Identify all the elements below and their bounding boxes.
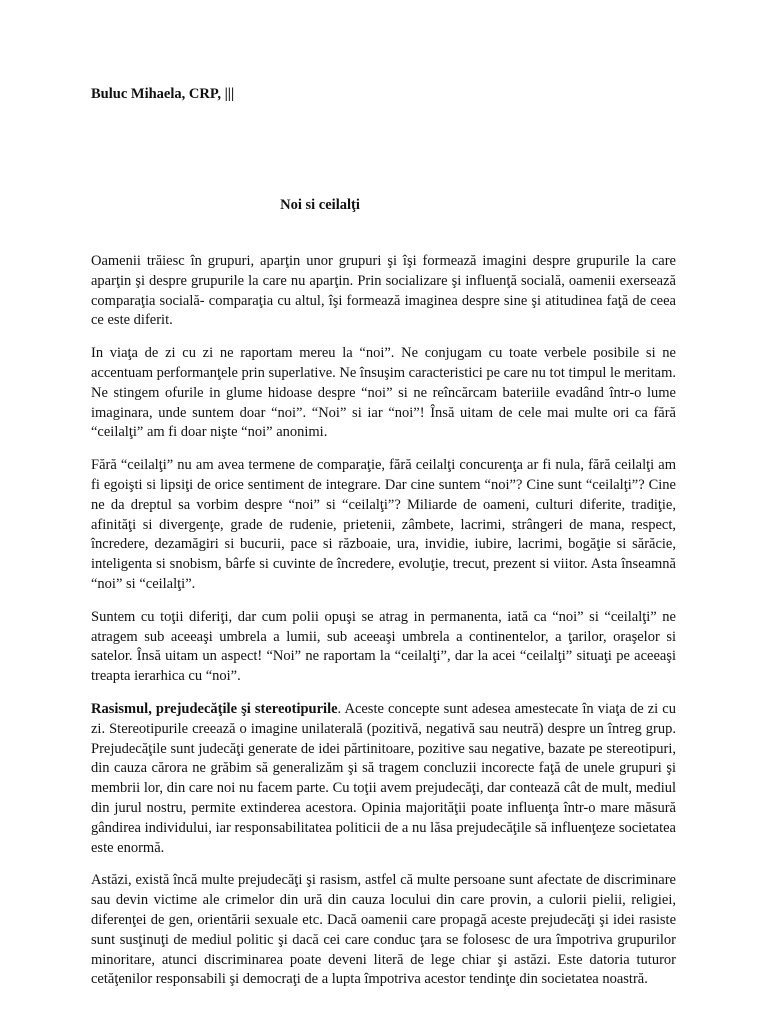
document-body (91, 252, 676, 1003)
paragraph-5 (91, 700, 676, 858)
paragraph-4: Suntem cu toţii diferiţi, dar cum polii opuşi se atrag in permanenta, iată ca “noi” si “ceilalţi” ne atragem sub aceeaşi umbrela a lumii, sub aceeaşi umbrela a continentelor, a ţarilor, oraşelor si satelor. Însă uitam un aspect! “Noi” ne raportam la “ceilalţi”, dar la acei “ceilalţi” situaţi pe aceeaşi treapta ierarhica cu “noi”. (91, 608, 676, 685)
paragraph-1: Oamenii trăiesc în grupuri, aparţin unor grupuri şi îşi formează imagini despre grupurile la care aparţin şi despre grupurile la care nu aparţin. Prin socializare şi influenţă socială, oamenii exersează comparaţia socială- comparaţia cu altul, îşi formează imaginea despre sine şi atitudinea faţă de ceea ce este diferit. (91, 253, 676, 329)
paragraph-5-heading: Rasismul, prejudecăţile şi stereotipurile (91, 700, 338, 717)
author-line: Buluc Mihaela, CRP, ||| (91, 86, 235, 102)
paragraph-3: Fără “ceilalţi” nu am avea termene de comparaţie, fără ceilalţi concurenţa ar fi nula, fără ceilalţi am fi egoişti si lipsiţi de orice sentiment de integrare. Dar cine suntem “noi”? Cine sunt “ceilalţi”? Cine ne da dreptul sa vorbim despre “noi” si “ceilalţi”? Miliarde de oameni, culturi diferite, tradiţie, afinităţi si divergenţe, grade de rudenie, prietenii, zâmbete, lacrimi, strângeri de mana, respect, încredere, dezamăgiri si bucurii, pace si războaie, ura, invidie, iubire, lacrimi, bogăţie si sărăcie, inteligenta si snobism, bârfe si cuvinte de încredere, evoluţie, trecut, prezent si viitor. Asta înseamnă “noi” si “ceilalţi”. (91, 457, 676, 592)
paragraph-6: Astăzi, există încă multe prejudecăţi şi rasism, astfel că multe persoane sunt afectate de discriminare sau devin victime ale crimelor din ură din cauza locului din care provin, a culorii pielii, religiei, diferenţei de gen, orientării sexuale etc. Dacă oamenii care propagă aceste prejudecăţi şi idei rasiste sunt susţinuţi de mediul politic şi dacă cei care conduc ţara se folosesc de ura împotriva grupurilor minoritare, atunci discriminarea poate deveni literă de lege chiar şi astăzi. Este datoria tuturor cetăţenilor responsabili şi democraţi de a lupta împotriva acestor tendinţe din societatea noastră. (91, 872, 676, 988)
paragraph-5-text: . Aceste concepte sunt adesea amestecate în viaţa de zi cu zi. Stereotipurile creează o imagine unilaterală (pozitivă, negativă sau neutră) despre un întreg grup. Prejudecăţile sunt judecăţi generate de idei părtinitoare, pozitive sau negative, bazate pe stereotipuri, din cauza cărora ne grăbim să generalizăm şi să tragem concluzii incorecte faţă de unele grupuri şi membrii lor, din care noi nu facem parte. Cu toţii avem prejudecăţi, dar contează cât de mult, mediul din jurul nostru, permite extinderea acestora. Opinia majorităţii poate influenţa într-o mare măsură gândirea individului, iar responsabilitatea politicii de a nu lăsa prejudecăţile să influenţeze societatea este enormă. (91, 700, 676, 856)
document-title: Noi si ceilalţi (280, 197, 360, 213)
paragraph-2: In viaţa de zi cu zi ne raportam mereu la “noi”. Ne conjugam cu toate verbele posibile si ne accentuam performanţele prin superlative. Ne însuşim caracteristici pe care nu tot timpul le meritam. Ne stingem ofurile in glume hidoase despre “noi” si ne reîncărcam bateriile evadând într-o lume imaginara, unde suntem doar “noi”. “Noi” si iar “noi”! Însă uitam de cele mai multe ori ca fără “ceilalţi” am fi doar nişte “noi” anonimi. (91, 345, 677, 441)
